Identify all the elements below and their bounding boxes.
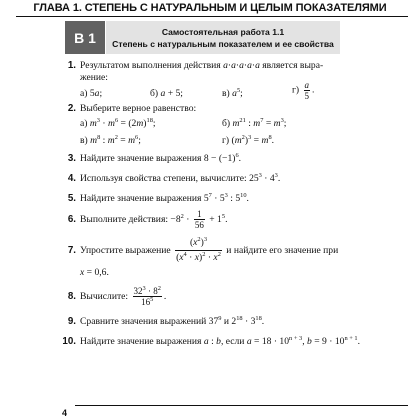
q1-option-d: г) $\frac{a}{5}$ . <box>292 80 315 101</box>
question-1-cont: жение: <box>80 72 108 83</box>
q2-option-d: г) $(m^2)^3 = m^8$. <box>222 134 275 146</box>
question-7: 7. Упростите выражение $\frac{(x^2)^3}{(x^4 \cdot x)^2 \cdot x^2}$ и найдите его значение при <box>67 236 339 264</box>
chapter-heading: ГЛАВА 1. СТЕПЕНЬ С НАТУРАЛЬНЫМ И ЦЕЛЫМ ПОКАЗАТЕЛЯМИ <box>33 2 387 14</box>
work-title-box <box>106 21 340 54</box>
question-6: 6. Выполните действия: $-8^2$ · $\frac{1}{56}$ + $1^5$. <box>67 209 228 231</box>
q2-option-b: б) $m^{21}$ : $m^7 = m^3$; <box>222 117 287 129</box>
question-4: 4. Используя свойства степени, вычислите: $25^3 \cdot 4^3$. <box>67 172 281 184</box>
footer-rule <box>75 405 408 406</box>
question-8: 8. Вычислите: $\frac{32^3 \cdot 8^2}{16^5}$ . <box>67 285 167 308</box>
work-title: Самостоятельная работа 1.1 <box>161 26 285 37</box>
work-subtitle: Степень с натуральным показателем и ее свойства <box>112 38 334 49</box>
question-9: 9. Сравните значения выражений $37^9$ и $2^{18} \cdot 3^{18}$. <box>67 315 265 327</box>
question-10: 10. Найдите значение выражения a : b, если $a = 18 \cdot 10^{n + 3}$, $b = 9 \cdot 10^{n + 1}$. <box>62 335 361 347</box>
question-5: 5. Найдите значение выражения $5^7 \cdot 5^3$ : $5^{10}$. <box>67 192 249 204</box>
q2-option-c: в) $m^8$ : $m^2 = m^6$; <box>80 134 141 146</box>
question-7-cont: x = 0,6. <box>80 267 109 278</box>
question-3: 3. Найдите значение выражения $8 - (-1)^6$. <box>67 152 242 164</box>
q1-option-b: б) a + 5; <box>150 88 183 99</box>
q1-option-c: в) $a^5$; <box>222 87 243 99</box>
page-number: 4 <box>62 408 68 418</box>
chapter-rule <box>16 16 408 17</box>
question-1: 1. Результатом выполнения действия a·a·a·a·a является выра- <box>67 60 324 71</box>
q1-option-a: а) 5a; <box>80 88 103 99</box>
q2-option-a: а) $m^3 \cdot m^6 = (2m)^{18}$; <box>80 117 156 129</box>
question-2: 2. Выберите верное равенство: <box>67 103 197 114</box>
variant-badge: В 1 <box>65 21 105 54</box>
